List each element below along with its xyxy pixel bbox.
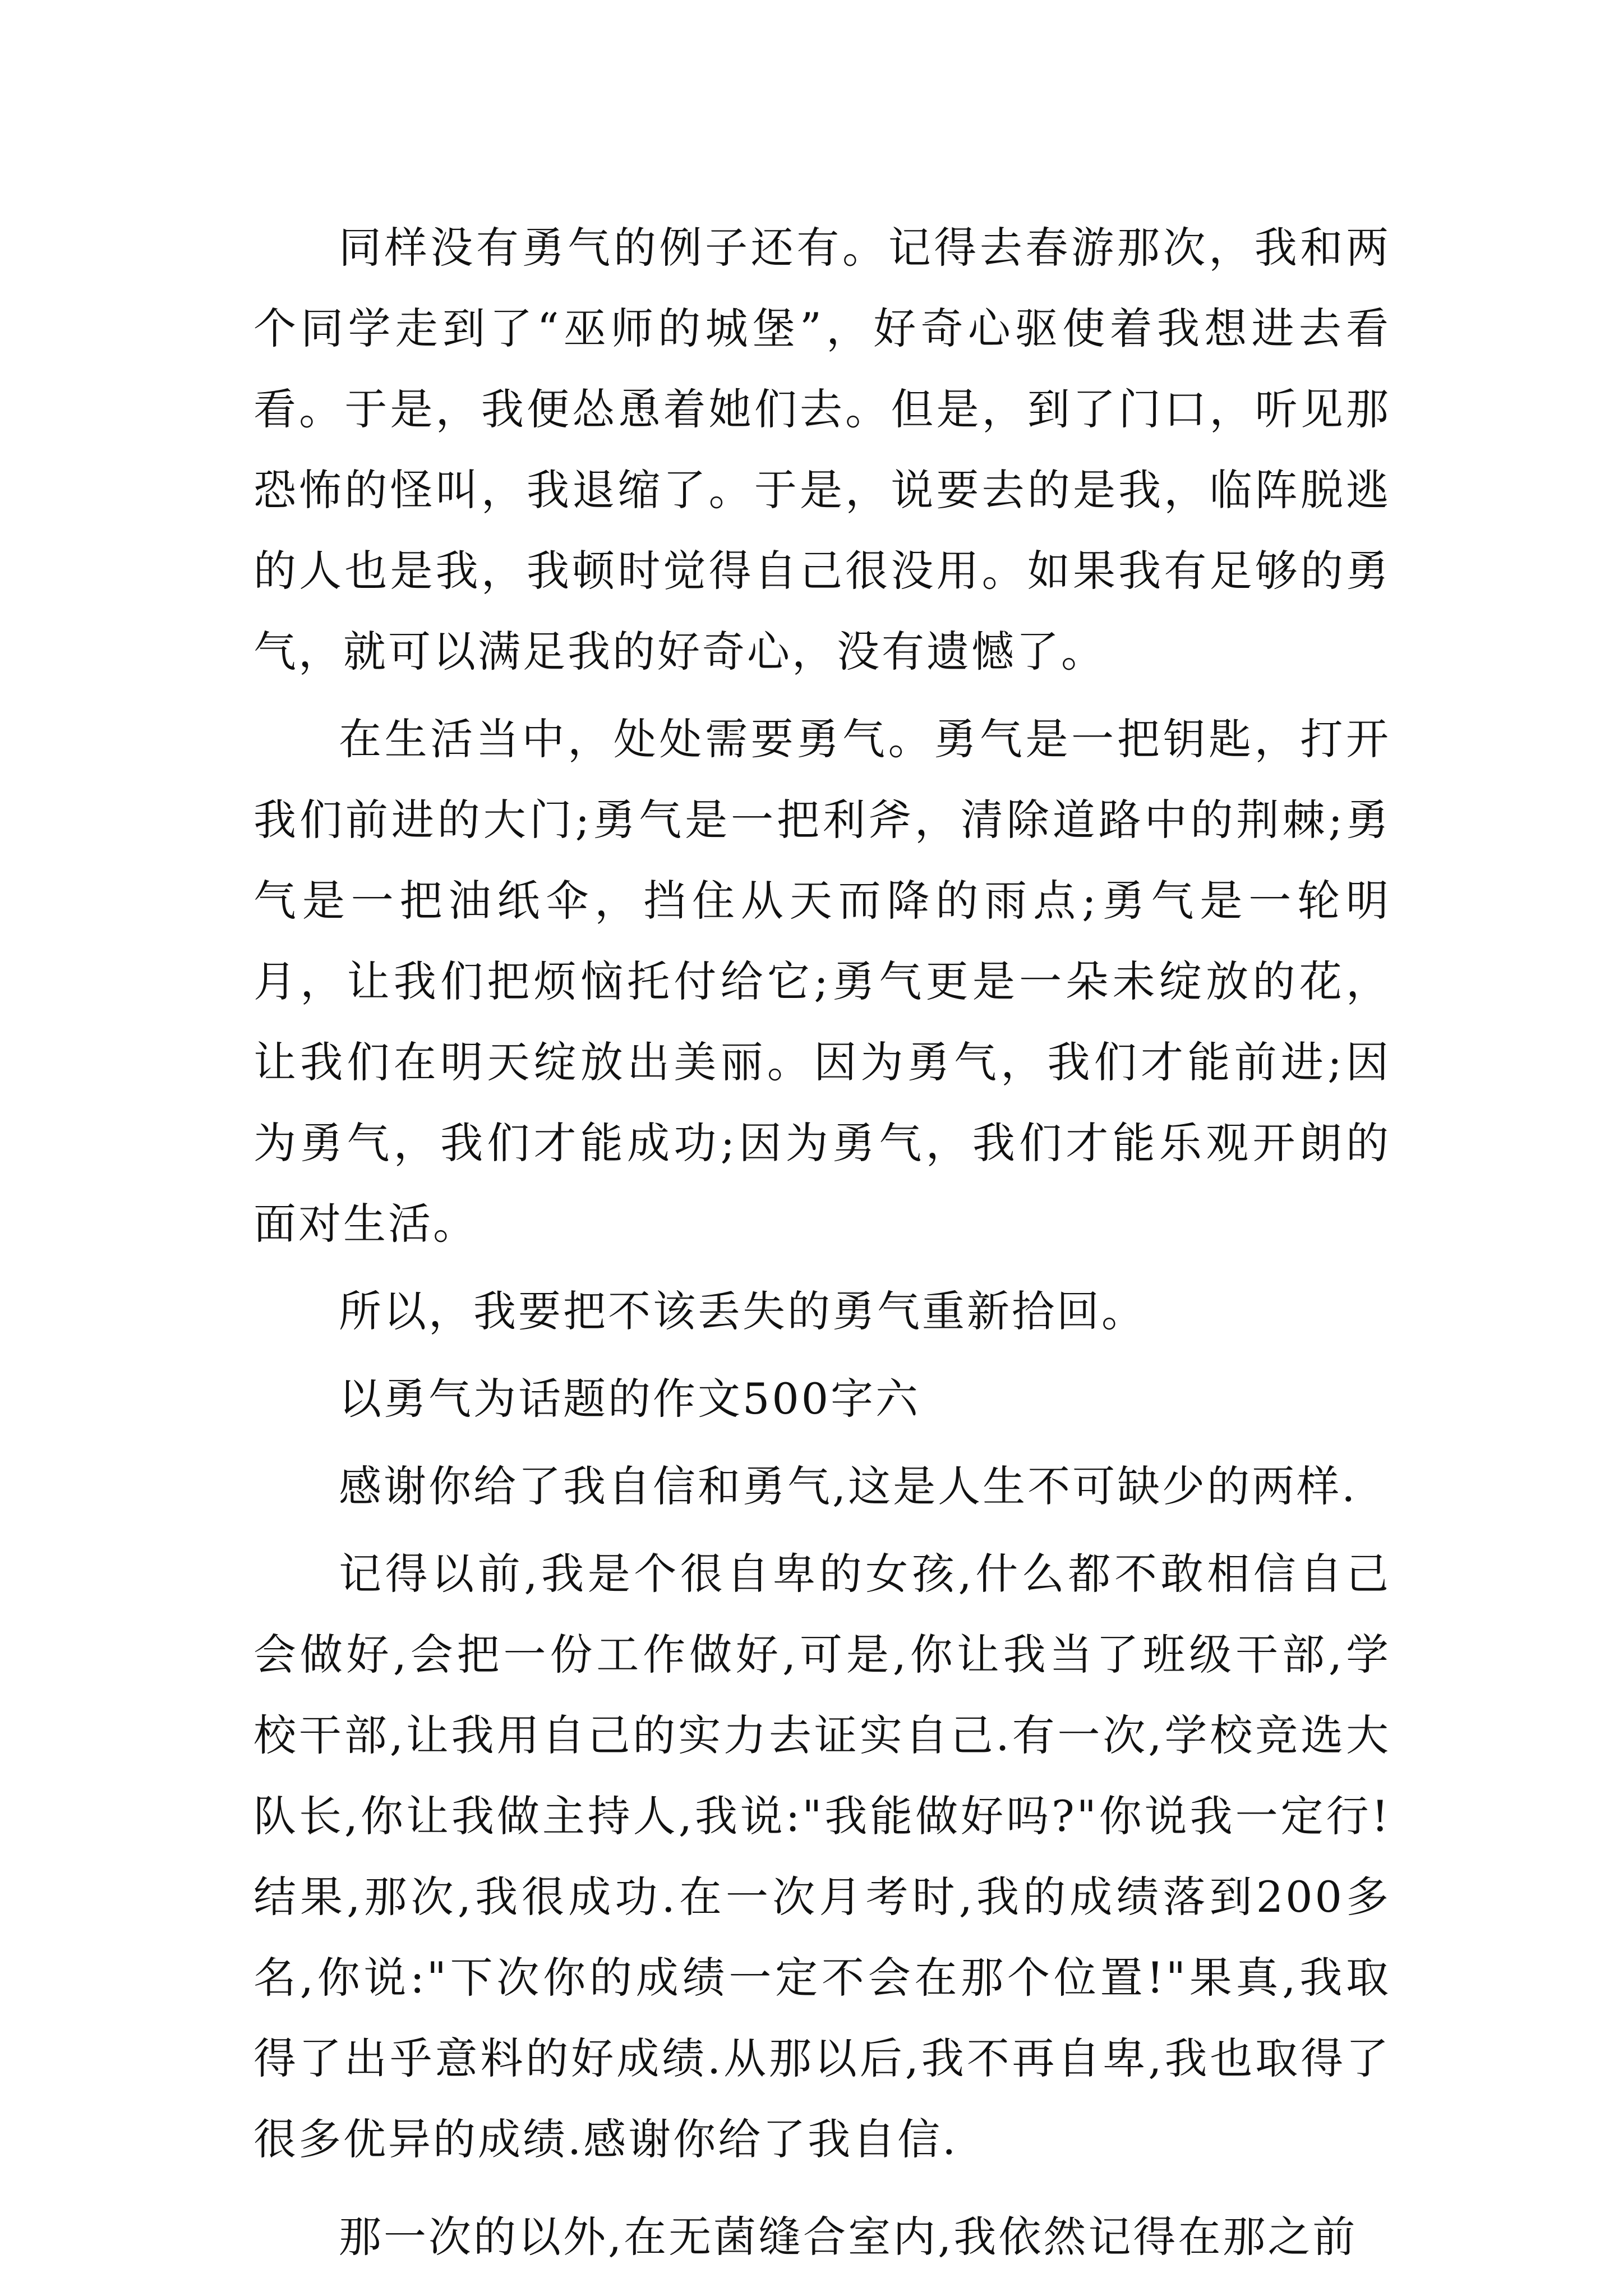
paragraph-conclusion: 所以，我要把不该丢失的勇气重新拾回。 bbox=[339, 1286, 1146, 1336]
paragraph-memory: 记得以前,我是个很自卑的女孩,什么都不敢相信自己会做好,会把一份工作做好,可是,你让我当了班级干部,学校干部,让我用自己的实力去证实自己.有一次,学校竞选大队长,你让我做主持人,我说:"我能做好吗?"你说我一定行!结果,那次,我很成功.在一次月考时,我的成绩落到200多名,你说:"下次你的成绩一定不会在那个位置!"果真,我取得了出乎意料的好成绩.从那以后,我不再自卑,我也取得了很多优异的成绩.感谢你给了我自信. bbox=[253, 1549, 1391, 2164]
paragraph-continuation: 那一次的以外,在无菌缝合室内,我依然记得在那之前 bbox=[339, 2212, 1358, 2262]
essay-heading: 以勇气为话题的作文500字六 bbox=[339, 1374, 921, 1424]
paragraph-courage-example: 同样没有勇气的例子还有。记得去春游那次，我和两个同学走到了“巫师的城堡”，好奇心驱使着我想进去看看。于是，我便怂恿着她们去。但是，到了门口，听见那恐怖的怪叫，我退缩了。于是，说要去的是我，临阵脱逃的人也是我，我顿时觉得自己很没用。如果我有足够的勇气，就可以满足我的好奇心，没有遗憾了。 bbox=[253, 223, 1391, 677]
document-body bbox=[253, 208, 1391, 2277]
paragraph-courage-metaphors: 在生活当中，处处需要勇气。勇气是一把钥匙，打开我们前进的大门;勇气是一把利斧，清除道路中的荆棘;勇气是一把油纸伞，挡住从天而降的雨点;勇气是一轮明月，让我们把烦恼托付给它;勇气更是一朵未绽放的花，让我们在明天绽放出美丽。因为勇气，我们才能前进;因为勇气，我们才能成功;因为勇气，我们才能乐观开朗的面对生活。 bbox=[253, 714, 1391, 1249]
paragraph-thanks-intro: 感谢你给了我自信和勇气,这是人生不可缺少的两样. bbox=[339, 1461, 1358, 1511]
